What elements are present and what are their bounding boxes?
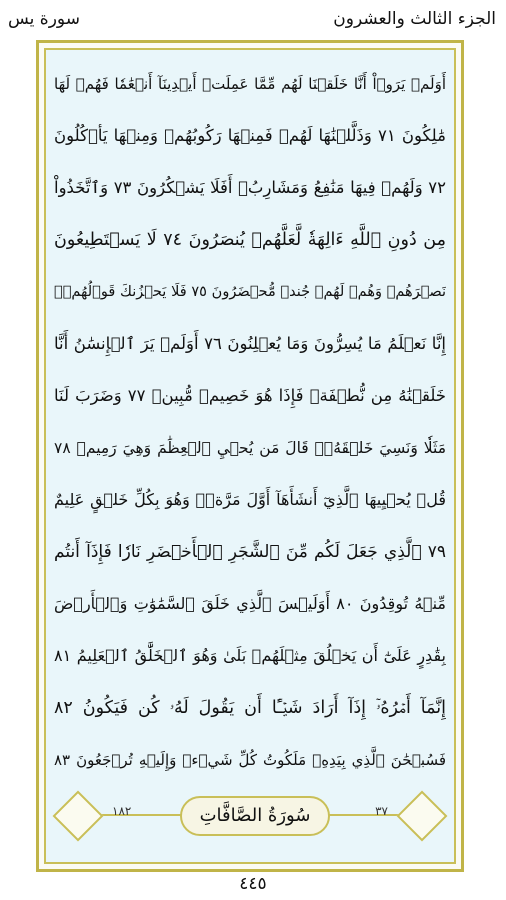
juz-header: الجزء الثالث والعشرون [333, 9, 496, 29]
text-line-14: فَسُبۡحَٰنَ ٱلَّذِي بِيَدِهِۦ مَلَكُوتُ كُلِّ شَيۡءٖ وَإِلَيۡهِ تُرۡجَعُونَ ٨٣ [54, 751, 446, 769]
ayah-count: ١٨٢ [112, 804, 132, 818]
sura-title-band [50, 790, 450, 842]
text-line-11: مِّنۡهُ تُوقِدُونَ ٨٠ أَوَلَيۡسَ ٱلَّذِي خَلَقَ ٱلسَّمَٰوَٰتِ وَٱلۡأَرۡضَ [54, 594, 446, 613]
text-line-10: ٧٩ ٱلَّذِي جَعَلَ لَكُم مِّنَ ٱلشَّجَرِ ٱلۡأَخۡضَرِ نَارٗا فَإِذَآ أَنتُم [54, 542, 446, 562]
quran-text [54, 58, 446, 782]
text-line-6: إِنَّا نَعۡلَمُ مَا يُسِرُّونَ وَمَا يُعۡلِنُونَ ٧٦ أَوَلَمۡ يَرَ ٱلۡإِنسَٰنُ أَنَّا [54, 334, 446, 353]
sura-number: ٣٧ [375, 804, 388, 818]
text-line-3: ٧٢ وَلَهُمۡ فِيهَا مَنَٰفِعُ وَمَشَارِبُۚ أَفَلَا يَشۡكُرُونَ ٧٣ وَٱتَّخَذُواْ [54, 178, 446, 197]
sura-title: سُورَةُ الصَّافَّاتِ [180, 796, 330, 836]
text-panel [44, 48, 456, 864]
page-frame [36, 40, 464, 872]
text-line-1: أَوَلَمۡ يَرَوۡاْ أَنَّا خَلَقۡنَا لَهُم مِّمَّا عَمِلَتۡ أَيۡدِينَآ أَنۡعَٰمٗا فَهُمۡ لَهَا [54, 75, 446, 93]
text-line-5: نَصۡرَهُمۡ وَهُمۡ لَهُمۡ جُندٞ مُّحۡضَرُونَ ٧٥ فَلَا يَحۡزُنكَ قَوۡلُهُمۡۘ [54, 284, 446, 300]
ornament-right-icon [397, 791, 448, 842]
page-number: ٤٤٥ [239, 874, 267, 894]
text-line-2: مَٰلِكُونَ ٧١ وَذَلَّلۡنَٰهَا لَهُمۡ فَمِنۡهَا رَكُوبُهُمۡ وَمِنۡهَا يَأۡكُلُونَ [54, 126, 446, 145]
text-line-12: بِقَٰدِرٍ عَلَىٰٓ أَن يَخۡلُقَ مِثۡلَهُمۚ بَلَىٰ وَهُوَ ٱلۡخَلَّٰقُ ٱلۡعَلِيمُ ٨١ [54, 646, 446, 665]
text-line-8: مَثَلٗا وَنَسِيَ خَلۡقَهُۥۖ قَالَ مَن يُحۡيِ ٱلۡعِظَٰمَ وَهِيَ رَمِيمٞ ٧٨ [54, 439, 446, 457]
text-line-13: إِنَّمَآ أَمۡرُهُۥٓ إِذَآ أَرَادَ شَيۡـًٔا أَن يَقُولَ لَهُۥ كُن فَيَكُونُ ٨٢ [54, 698, 446, 718]
text-line-9: قُلۡ يُحۡيِيهَا ٱلَّذِيٓ أَنشَأَهَآ أَوَّلَ مَرَّةٖۖ وَهُوَ بِكُلِّ خَلۡقٍ عَلِيمٌ [54, 490, 446, 509]
text-line-4: مِن دُونِ ٱللَّهِ ءَالِهَةٗ لَّعَلَّهُمۡ يُنصَرُونَ ٧٤ لَا يَسۡتَطِيعُونَ [54, 230, 446, 250]
ornament-left-icon [53, 791, 104, 842]
sura-header: سورة يس [8, 9, 80, 29]
text-line-7: خَلَقۡنَٰهُ مِن نُّطۡفَةٖ فَإِذَا هُوَ خَصِيمٞ مُّبِينٞ ٧٧ وَضَرَبَ لَنَا [54, 386, 446, 405]
